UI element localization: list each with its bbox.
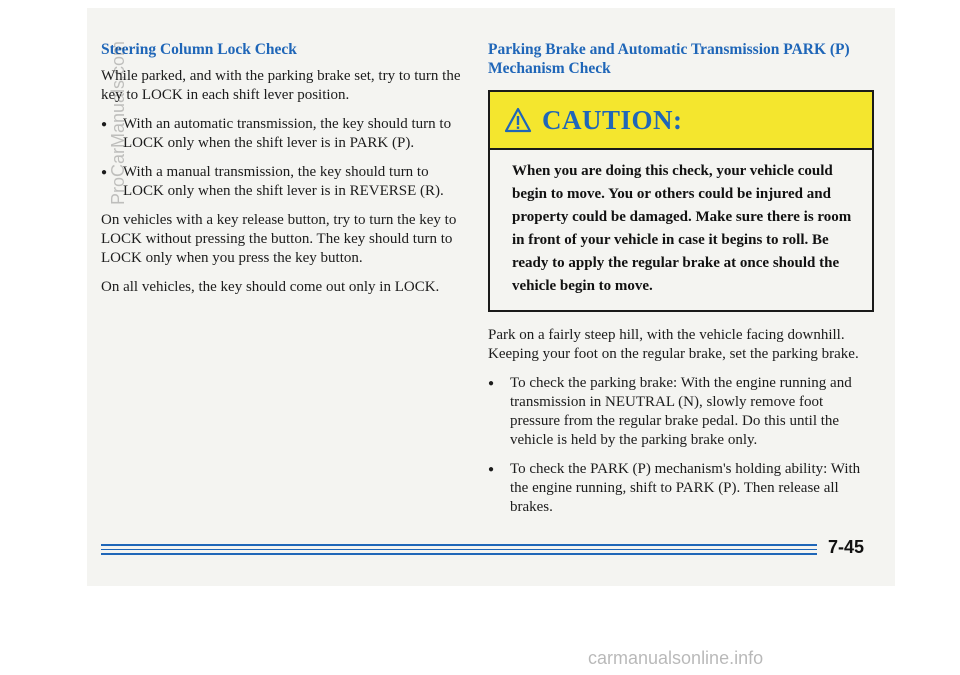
footer-rule-thin (101, 549, 817, 550)
left-column (101, 40, 471, 307)
footer-rule (101, 553, 817, 555)
all-vehicles-paragraph: On all vehicles, the key should come out only in LOCK. (101, 279, 440, 295)
hill-parking-paragraph: Park on a fairly steep hill, with the vehicle facing downhill. Keeping your foot on the regular brake, set the parking brake. (488, 327, 859, 362)
list-item: ● With a manual transmission, the key should turn to LOCK only when the shift lever is in REVERSE (R). (101, 163, 471, 201)
list-item: ● To check the parking brake: With the engine running and transmission in NEUTRAL (N), slowly remove foot pressure from the regular brake pedal. Do this until the vehicle is held by the parking brake only. (488, 374, 874, 450)
caution-header (490, 92, 872, 150)
parking-check-bullets (488, 374, 874, 517)
list-item: ● With an automatic transmission, the key should turn to LOCK only when the shift lever is in PARK (P). (101, 115, 471, 153)
key-release-paragraph: On vehicles with a key release button, try to turn the key to LOCK without pressing the button. The key should turn to LOCK only when you press the key button. (101, 212, 457, 266)
caution-text: When you are doing this check, your vehicle could begin to move. You or others could be injured and property could be damaged. Make sure there is room in front of your vehicle in case it begins to roll. Be ready to apply the regular brake at once should the vehicle begin to move. (512, 163, 852, 294)
site-watermark: carmanualsonline.info (588, 648, 764, 668)
footer-rule (101, 544, 817, 546)
steering-lock-heading: Steering Column Lock Check (101, 41, 297, 58)
warning-triangle-icon (504, 107, 532, 133)
right-column (488, 40, 874, 527)
parking-brake-heading: Parking Brake and Automatic Transmission PARK (P) Mechanism Check (488, 41, 850, 77)
caution-title: CAUTION: (542, 104, 683, 135)
list-item: ● To check the PARK (P) mechanism's holding ability: With the engine running, shift to PARK (P). Then release all brakes. (488, 460, 874, 517)
watermark: ProCarManuals.com (108, 40, 128, 205)
caution-box (488, 90, 874, 312)
steering-lock-intro: While parked, and with the parking brake set, try to turn the key to LOCK in each shift lever position. (101, 68, 461, 103)
steering-lock-bullets (101, 115, 471, 201)
page-number: 7-45 (828, 537, 865, 557)
